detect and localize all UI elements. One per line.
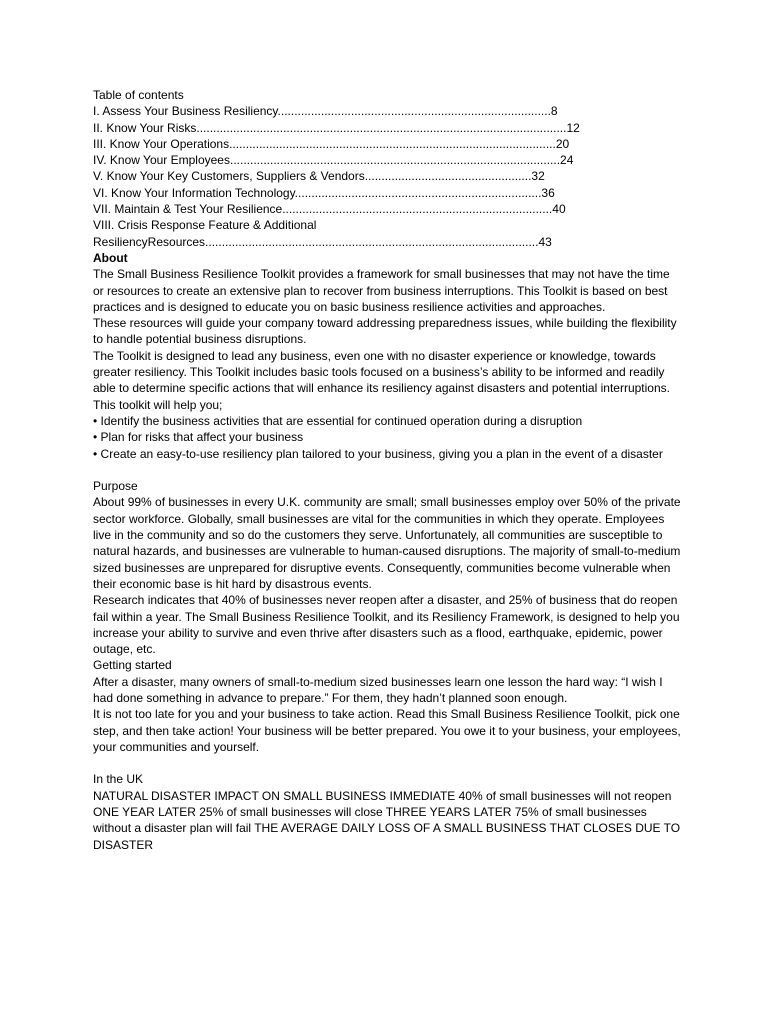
getting-started-heading: Getting started: [93, 658, 172, 673]
about-paragraph: The Small Business Resilience Toolkit provides a framework for small businesses that may not have the time or resources to create an extensive plan to recover from business interruptions. This Toolkit is based on best practices and is designed to educate you on basic business resilience activities and approaches.: [93, 267, 670, 314]
about-paragraph: The Toolkit is designed to lead any business, even one with no disaster experience or knowledge, towards greater resiliency. This Toolkit includes basic tools focused on a business’s ability to be informed and readily able to determine specific actions that will enhance its resiliency against disasters and potential interruptions.: [93, 348, 670, 396]
purpose-heading: Purpose: [93, 479, 138, 494]
getting-started-paragraph: It is not too late for you and your business to take action. Read this Small Business Resilience Toolkit, pick one step, and then take action! Your business will be better prepared. You owe it to your business, your employees, your communities and yourself.: [93, 707, 681, 754]
about-paragraph: These resources will guide your company toward addressing preparedness issues, while building the flexibility to handle potential business disruptions.: [93, 316, 677, 347]
bullet-item: • Identify the business activities that are essential for continued operation during a disruption: [93, 413, 583, 428]
toc-entry: II. Know Your Risks...............................................................................................................12: [93, 120, 580, 135]
getting-started-paragraph: After a disaster, many owners of small-to-medium sized businesses learn one lesson the hard way: “I wish I had done something in advance to prepare.” For them, they hadn’t planned soon enough.: [93, 674, 663, 705]
toc-entry: VIII. Crisis Response Feature & Additional: [93, 218, 317, 233]
toc-entry: III. Know Your Operations..................................................................................................20: [93, 136, 570, 151]
purpose-paragraph: About 99% of businesses in every U.K. community are small; small businesses employ over 50% of the private sector workforce. Globally, small businesses are vital for the communities in which they operate. Employees live in the community and so do the customers they serve. Unfortunately, all communities are susceptible to natural hazards, and businesses are vulnerable to human-caused disruptions. The majority of small-to-medium sized businesses are unprepared for disruptive events. Consequently, communities become vulnerable when their economic base is hit hard by disastrous events.: [93, 495, 681, 591]
toc-entry: V. Know Your Key Customers, Suppliers & Vendors..................................................32: [93, 169, 545, 184]
purpose-paragraph: Research indicates that 40% of businesses never reopen after a disaster, and 25% of business that do reopen fail within a year. The Small Business Resilience Toolkit, and its Resiliency Framework, is designed to help you increase your ability to survive and even thrive after disasters such as a flood, earthquake, epidemic, power outage, etc.: [93, 593, 680, 657]
uk-heading: In the UK: [93, 772, 144, 787]
toc-entry: I. Assess Your Business Resiliency..................................................................................8: [93, 104, 558, 119]
toc-entry: IV. Know Your Employees...................................................................................................24: [93, 153, 574, 168]
toc-list: [93, 103, 683, 250]
spacer: [93, 462, 683, 478]
spacer: [93, 755, 683, 771]
about-paragraph: This toolkit will help you;: [93, 397, 223, 412]
toc-entry: VII. Maintain & Test Your Resilience.................................................................................40: [93, 202, 566, 217]
bullet-item: • Create an easy-to-use resiliency plan tailored to your business, giving you a plan in the event of a disaster: [93, 446, 663, 461]
bullet-item: • Plan for risks that affect your business: [93, 430, 304, 445]
toc-entry: ResiliencyResources....................................................................................................43: [93, 234, 552, 249]
toc-title: Table of contents: [93, 88, 184, 102]
toc-entry: VI. Know Your Information Technology..........................................................................36: [93, 185, 555, 200]
uk-paragraph: NATURAL DISASTER IMPACT ON SMALL BUSINESS IMMEDIATE 40% of small businesses will not reopen ONE YEAR LATER 25% of small businesses will close THREE YEARS LATER 75% of small businesses without a disaster plan will fail THE AVERAGE DAILY LOSS OF A SMALL BUSINESS THAT CLOSES DUE TO DISASTER: [93, 788, 681, 852]
document-page: [93, 87, 683, 853]
about-heading: About: [93, 250, 128, 265]
